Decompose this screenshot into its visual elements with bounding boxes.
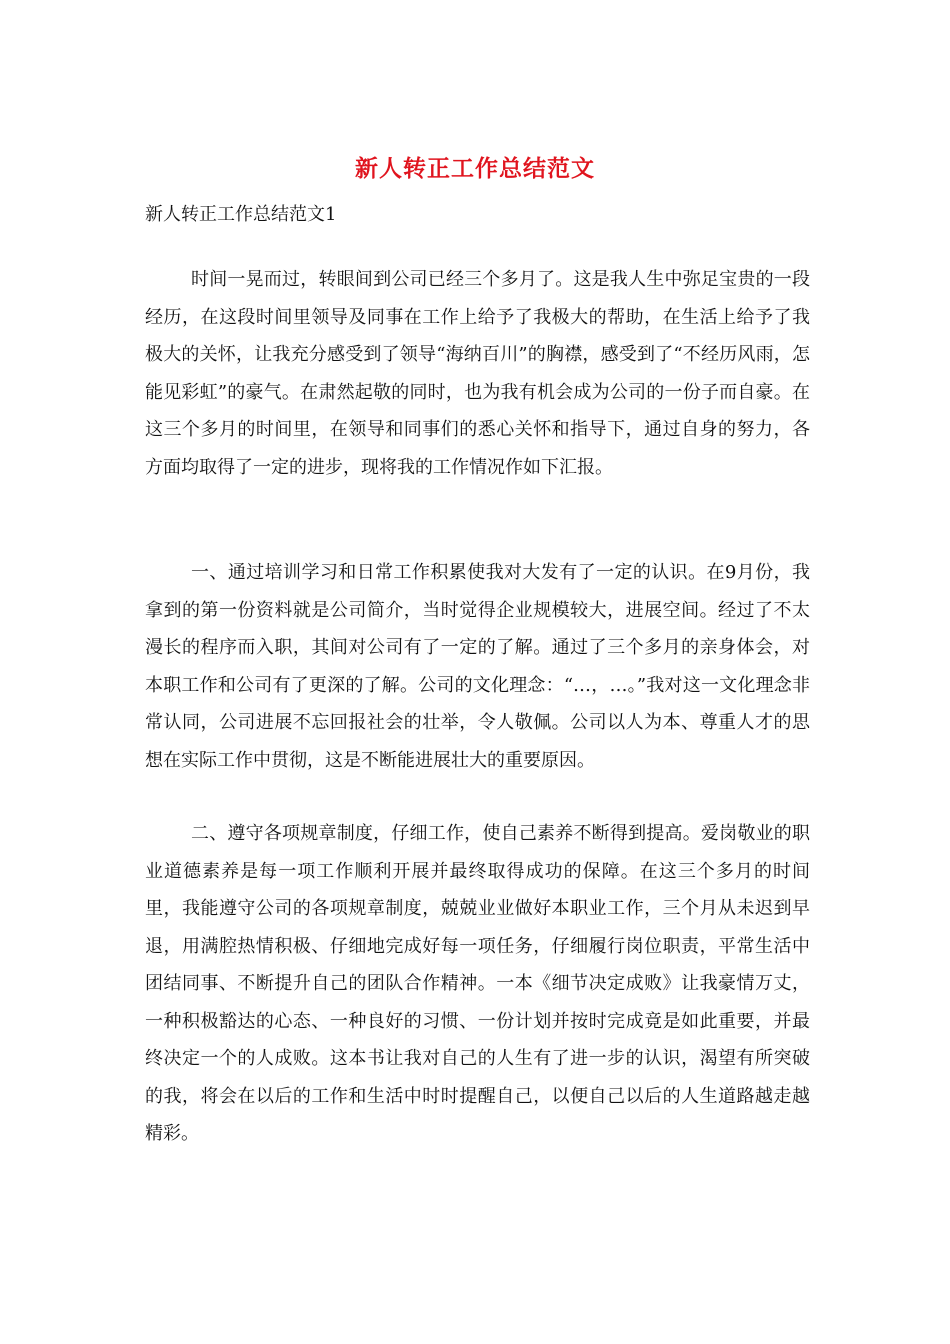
body-paragraph-section-two: 二、遵守各项规章制度，仔细工作，使自己素养不断得到提高。爱岗敬业的职业道德素养是每一项工作顺利开展并最终取得成功的保障。在这三个多月的时间里，我能遵守公司的各项规章制度，兢兢业业做好本职业工作，三个月从未迟到早退，用满腔热情积极、仔细地完成好每一项任务，仔细履行岗位职责，平常生活中团结同事、不断提升自己的团队合作精神。一本《细节决定成败》让我豪情万丈，一种积极豁达的心态、一种良好的习惯、一份计划并按时完成竟是如此重要，并最终决定一个的人成败。这本书让我对自己的人生有了进一步的认识，渴望有所突破的我，将会在以后的工作和生活中时时提醒自己，以便自己以后的人生道路越走越精彩。 bbox=[145, 823, 810, 1144]
document-title: 新人转正工作总结范文 bbox=[355, 155, 595, 182]
body-paragraph-section-one: 一、通过培训学习和日常工作积累使我对大发有了一定的认识。在9月份，我拿到的第一份资料就是公司简介，当时觉得企业规模较大，进展空间。经过了不太漫长的程序而入职，其间对公司有了一定的了解。通过了三个多月的亲身体会，对本职工作和公司有了更深的了解。公司的文化理念：“…，…。”我对这一文化理念非常认同，公司进展不忘回报社会的壮举，令人敬佩。公司以人为本、尊重人才的思想在实际工作中贯彻，这是不断能进展壮大的重要原因。 bbox=[145, 562, 810, 771]
body-paragraph-intro: 时间一晃而过，转眼间到公司已经三个多月了。这是我人生中弥足宝贵的一段经历，在这段时间里领导及同事在工作上给予了我极大的帮助，在生活上给予了我极大的关怀，让我充分感受到了领导“海纳百川”的胸襟，感受到了“不经历风雨，怎能见彩虹”的豪气。在肃然起敬的同时，也为我有机会成为公司的一份子而自豪。在这三个多月的时间里，在领导和同事们的悉心关怀和指导下，通过自身的努力，各方面均取得了一定的进步，现将我的工作情况作如下汇报。 bbox=[145, 269, 810, 478]
document-subtitle: 新人转正工作总结范文1 bbox=[145, 204, 337, 225]
